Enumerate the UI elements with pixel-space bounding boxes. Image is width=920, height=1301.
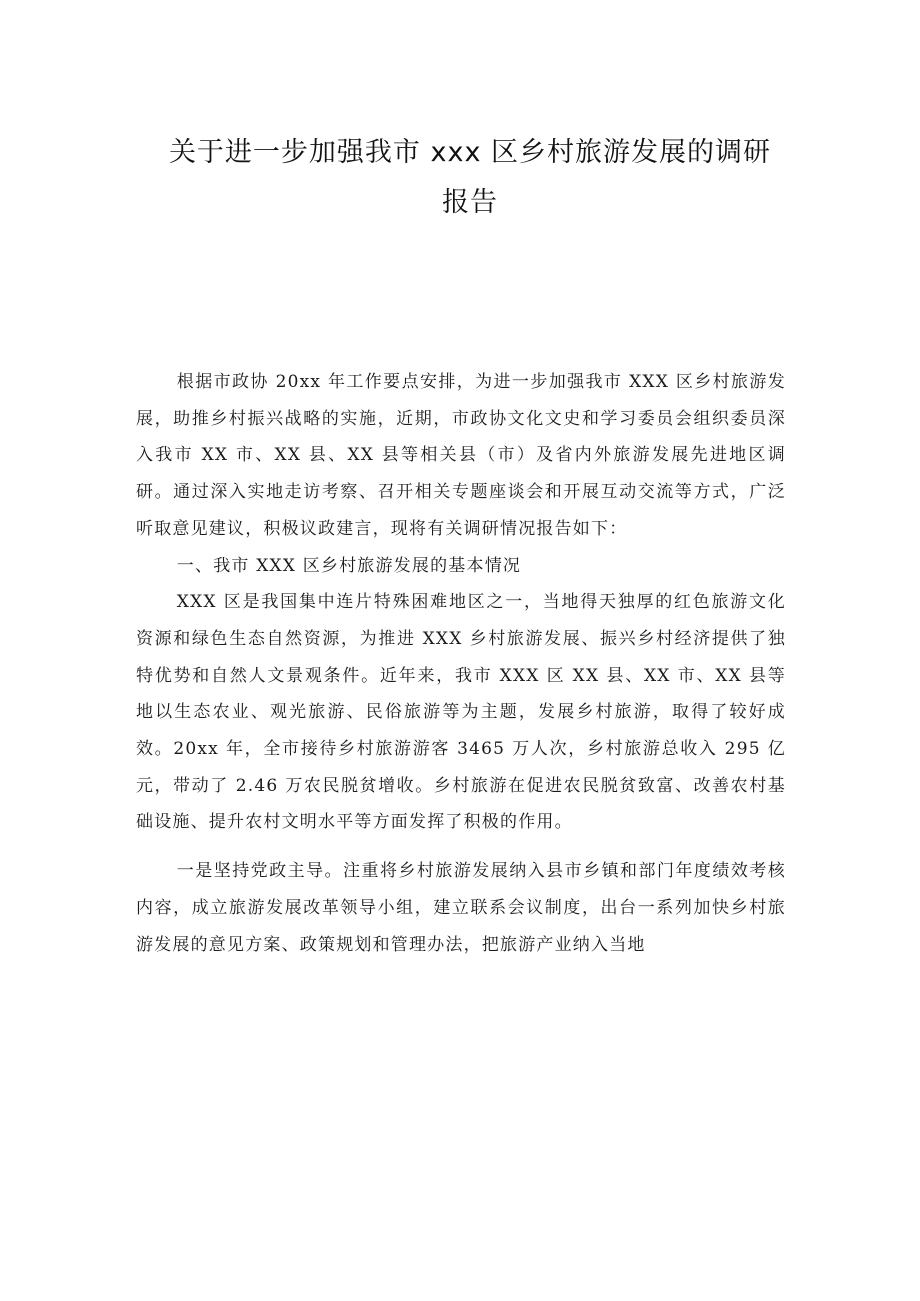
intro-paragraph: 根据市政协 20xx 年工作要点安排，为进一步加强我市 XXX 区乡村旅游发展，助推乡村振兴战略的实施，近期，市政协文化文史和学习委员会组织委员深入我市 XX 市、XX 县、XX 县等相关县（市）及省内外旅游发展先进地区调研。通过深入实地走访考察、召开相关专题座谈会和开展互动交流等方式，广泛听取意见建议，积极议政建言，现将有关调研情况报告如下：: [136, 372, 786, 539]
document-body: [136, 364, 786, 963]
basic-situation-paragraph: XXX 区是我国集中连片特殊困难地区之一，当地得天独厚的红色旅游文化资源和绿色生态自然资源，为推进 XXX 乡村旅游发展、振兴乡村经济提供了独特优势和自然人文景观条件。近年来，我市 XXX 区 XX 县、XX 市、XX 县等地以生态农业、观光旅游、民俗旅游等为主题，发展乡村旅游，取得了较好成效。20xx 年，全市接待乡村旅游游客 3465 万人次，乡村旅游总收入 295 亿元，带动了 2.46 万农民脱贫增收。乡村旅游在促进农民脱贫致富、改善农村基础设施、提升农村文明水平等方面发挥了积极的作用。: [136, 592, 786, 833]
title-line-1: 关于进一步加强我市 xxx 区乡村旅游发展的调研: [168, 137, 772, 168]
section-heading: 一、我市 XXX 区乡村旅游发展的基本情况: [176, 555, 522, 576]
title-line-2: 报告: [442, 187, 498, 218]
document-title: [140, 128, 800, 228]
party-leadership-paragraph: 一是坚持党政主导。注重将乡村旅游发展纳入县市乡镇和部门年度绩效考核内容，成立旅游发展改革领导小组，建立联系会议制度，出台一系列加快乡村旅游发展的意见方案、政策规划和管理办法，把旅游产业纳入当地: [136, 861, 786, 955]
